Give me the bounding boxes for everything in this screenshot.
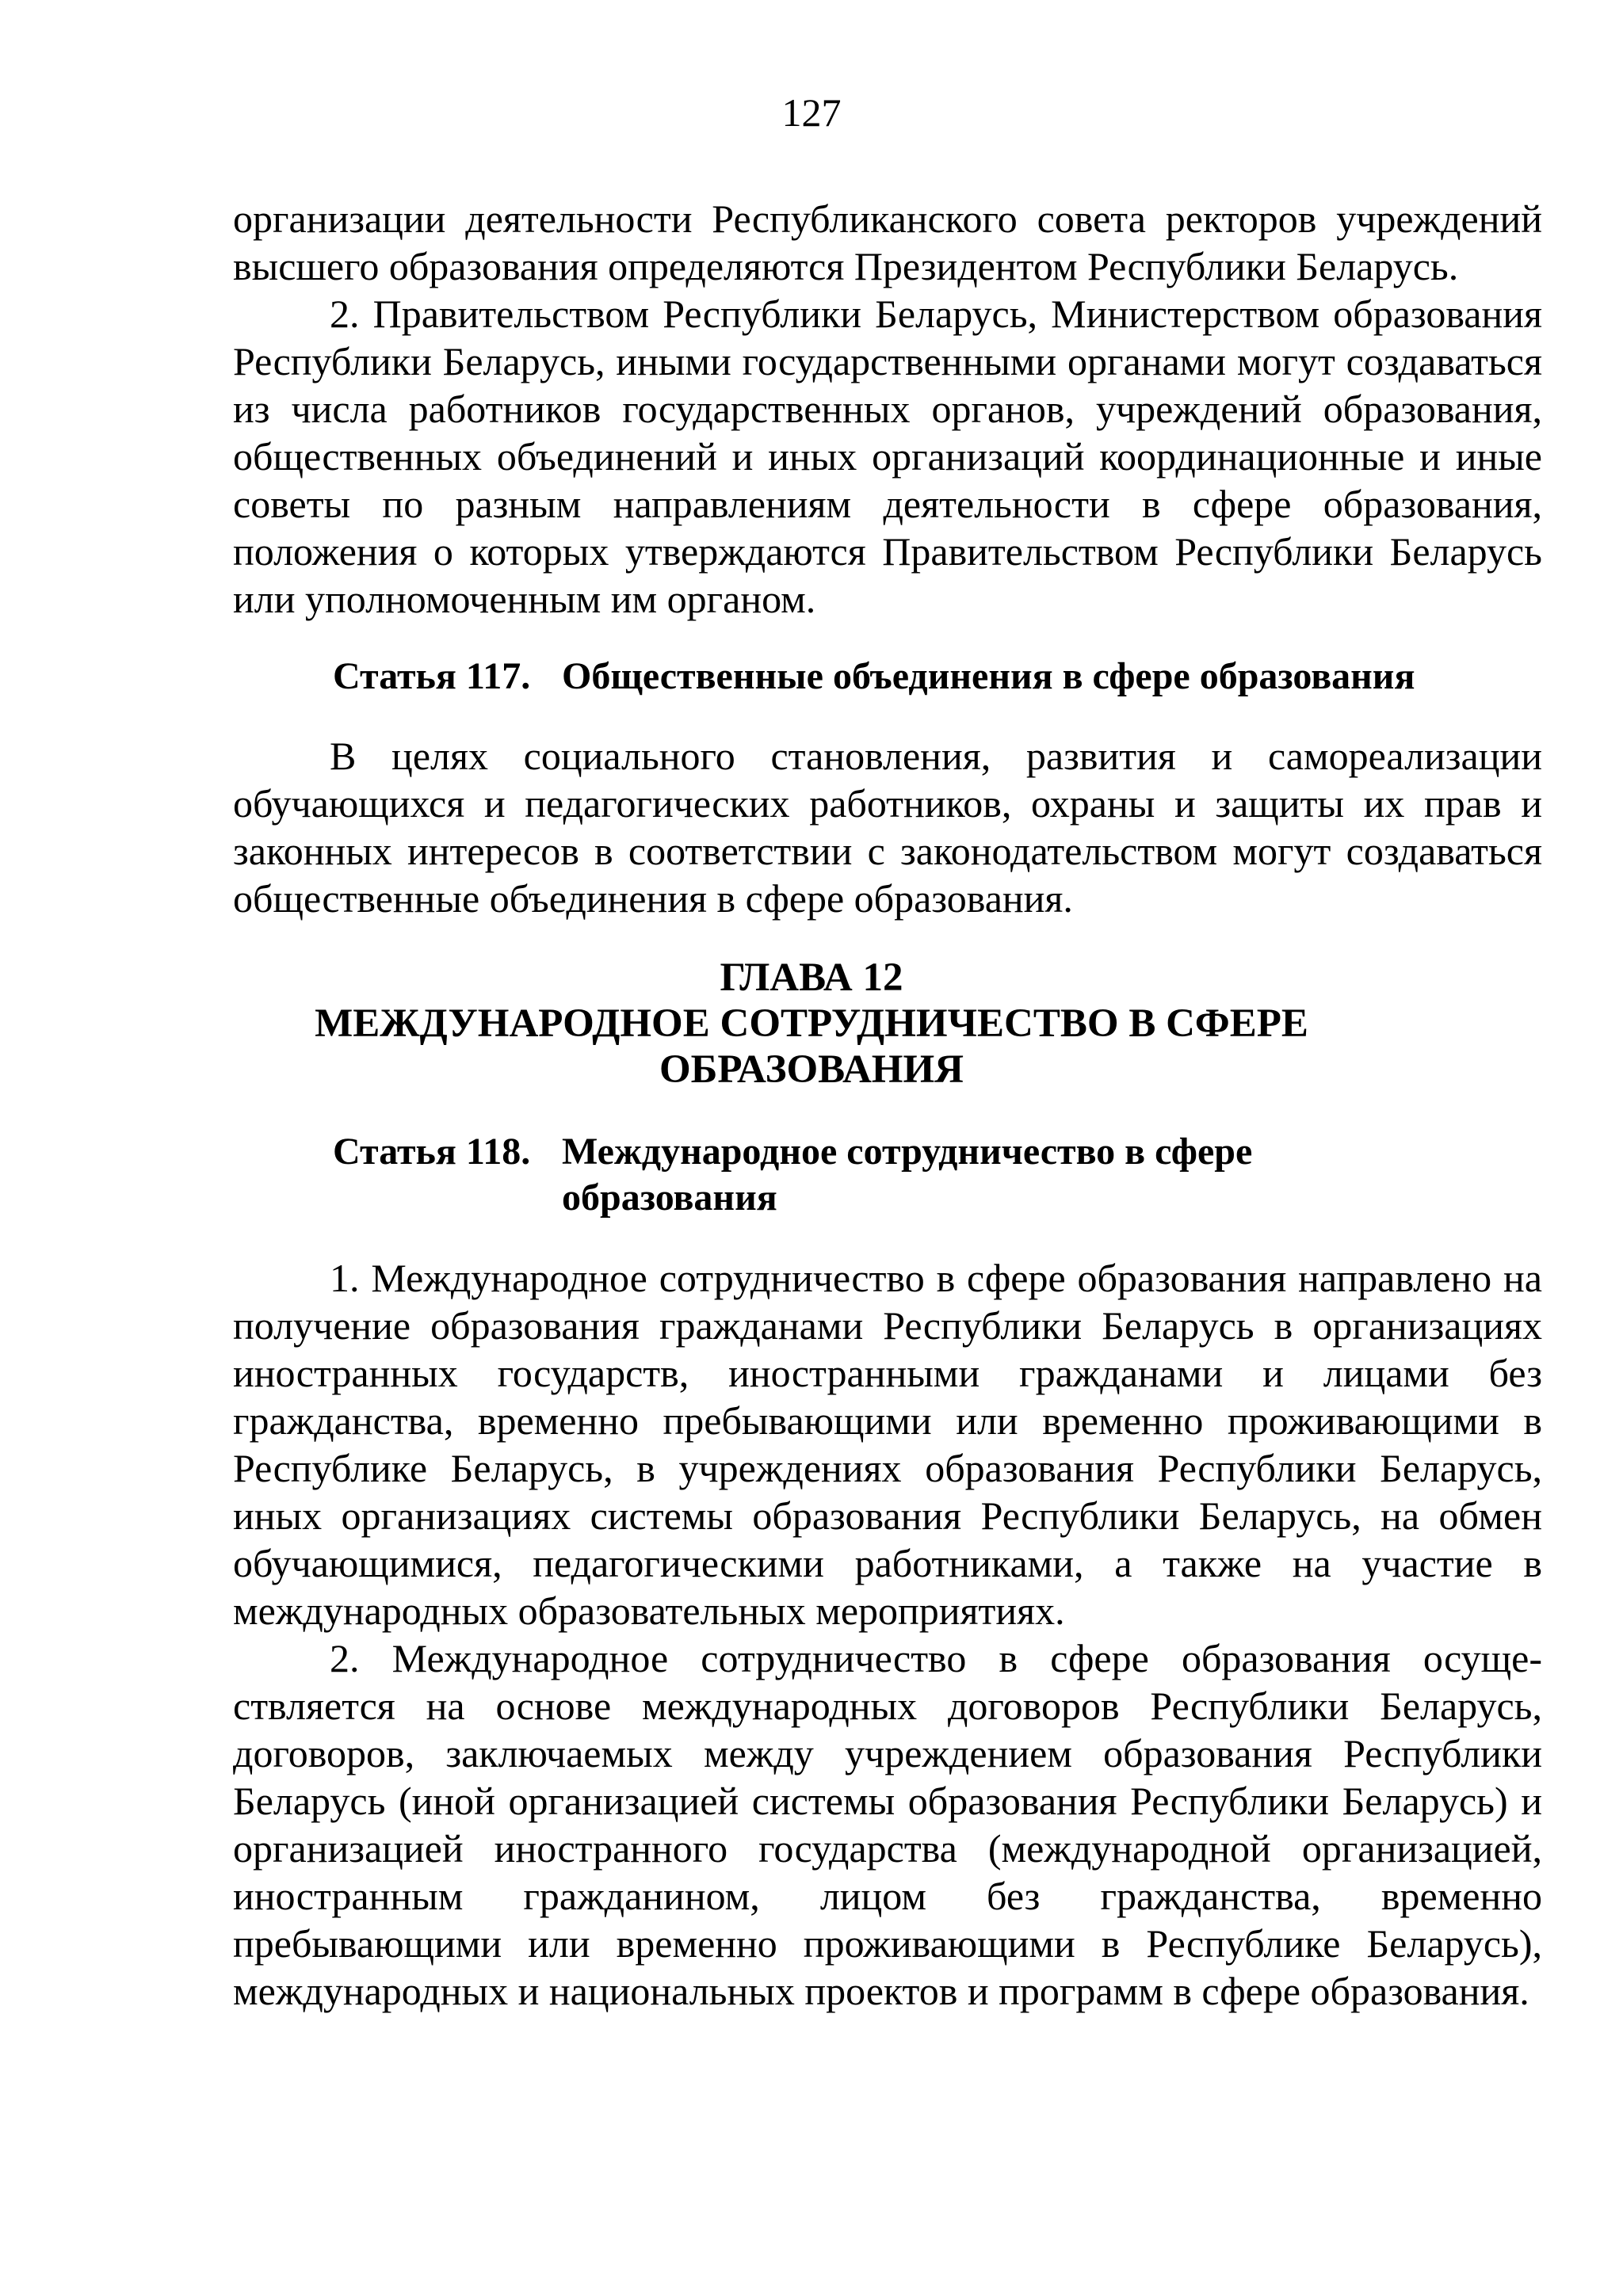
paragraph: 2. Международное сотрудничество в сфере образования осуществляется на основе международных договоров Республики Беларусь, договоров, заключаемых между учреждением образования Республики Беларусь (иной организацией системы образования Республики Беларусь) и организацией иностранного государства (международной организацией, иностранным гражданином, лицом без гражданства, временно пребывающими или временно проживающими в Республике Беларусь), международных и национальных проектов и программ в сфере образования. bbox=[233, 1636, 1542, 2013]
article-heading-117 bbox=[333, 654, 1522, 700]
paragraph: организации деятельности Республиканского совета ректоров учреждений высшего образования определяются Президентом Республики Беларусь. bbox=[233, 196, 1542, 288]
article-title-line: Международное сотрудничество в сфере bbox=[562, 1131, 1253, 1173]
chapter-heading bbox=[0, 955, 1623, 1093]
chapter-title-line: ОБРАЗОВАНИЯ bbox=[659, 1047, 964, 1092]
article-title: Общественные объединения в сфере образования bbox=[562, 655, 1415, 697]
page-number: 127 bbox=[781, 90, 842, 135]
article-title-line: образования bbox=[562, 1177, 777, 1219]
article-number: Статья 117. bbox=[333, 655, 531, 697]
article-number: Статья 118. bbox=[333, 1131, 531, 1173]
paragraph: 1. Международное сотрудничество в сфере образования направлено на получение образования гражданами Республики Беларусь в организациях иностранных государств, иностранными гражданами и лицами без гражданства, временно пребывающими или временно проживающими в Республике Беларусь, в учреждениях образования Республики Беларусь, иных организациях системы образования Республики Беларусь, на обмен обучающимися, педагогическими работниками, а также на участие в международных образовательных мероприятиях. bbox=[233, 1256, 1542, 1633]
article-118-text bbox=[233, 1254, 1542, 2015]
article-117-text bbox=[233, 732, 1542, 922]
chapter-title-line: МЕЖДУНАРОДНОЕ СОТРУДНИЧЕСТВО В СФЕРЕ bbox=[315, 1001, 1308, 1046]
intro-text bbox=[233, 195, 1542, 623]
paragraph: В целях социального становления, развития и самореализации обучающихся и педагогических работников, охраны и защиты их прав и законных интересов в соответствии с законодательством могут создаваться общественные объединения в сфере образования. bbox=[233, 734, 1542, 921]
article-heading-118 bbox=[333, 1129, 1522, 1221]
paragraph: 2. Правительством Республики Беларусь, Министерством образования Республики Беларусь, иными государственными органами могут создаваться из числа работников государственных органов, учреждений образования, общественных объединений и иных организаций координационные и иные советы по разным направлениям деятельности в сфере образования, положения о которых утверждаются Правительством Республики Беларусь или уполномоченным им органом. bbox=[233, 292, 1542, 621]
chapter-number: ГЛАВА 12 bbox=[720, 955, 903, 1000]
